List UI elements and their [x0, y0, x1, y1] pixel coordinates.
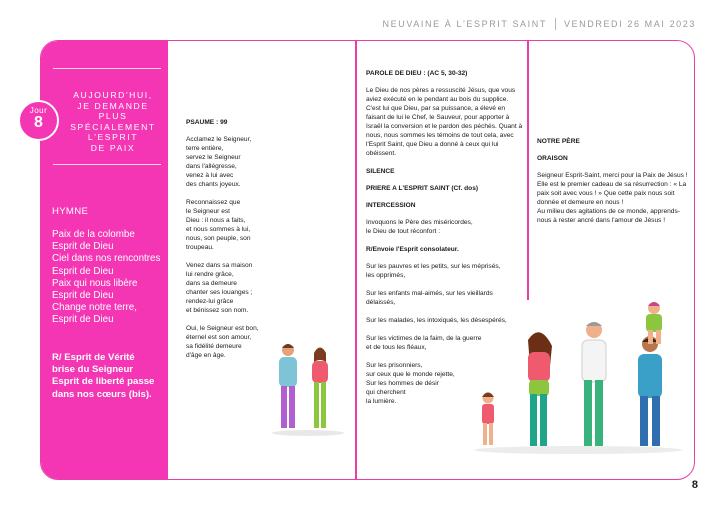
- intercession-response: R/Envoie l'Esprit consolateur.: [366, 246, 459, 253]
- intention-line: DE PAIX: [90, 142, 136, 153]
- day-badge: [18, 100, 59, 141]
- day-intention: [63, 90, 163, 153]
- intercession-item: Sur les pauvres et les petits, sur les méprisés, les opprimés,: [366, 263, 501, 279]
- family-illustration: [470, 296, 685, 456]
- hymn-line: Paix de la colombe: [52, 229, 135, 240]
- header-date: VENDREDI 26 MAI 2023: [563, 19, 696, 29]
- intention-line: JE DEMANDE: [77, 100, 149, 111]
- header-separator: [555, 18, 556, 30]
- running-header: [383, 18, 696, 30]
- hymn-line: Esprit de Dieu: [52, 265, 114, 277]
- psalm-title: PSAUME : 99: [186, 119, 228, 126]
- psalm-stanza: Acclamez le Seigneur, terre entière, servez le Seigneur dans l'allégresse, venez à lui avec des chants joyeux.: [186, 136, 252, 188]
- refrain-line: dans nos cœurs (bis).: [52, 388, 152, 400]
- hymn-title: HYMNE: [52, 206, 89, 217]
- couple-illustration: [268, 338, 348, 438]
- reading-title: PAROLE DE DIEU : (AC 5, 30-32): [366, 70, 468, 77]
- psalm-column: [186, 118, 276, 369]
- oraison-column: [537, 137, 692, 234]
- page-number: 8: [691, 479, 698, 491]
- intercession-item: Sur les malades, les intoxiqués, les désespérés,: [366, 317, 507, 324]
- header-title: NEUVAINE À L'ESPRIT SAINT: [382, 19, 547, 29]
- hymn-line: Paix qui nous libère: [52, 277, 138, 289]
- intention-line: PLUS: [98, 111, 128, 121]
- psalm-stanza: Oui, le Seigneur est bon, éternel est son amour, sa fidélité demeure d'âge en âge.: [186, 325, 259, 359]
- intercession-item: Sur les enfants mal-aimés, sur les vieillards délaissés,: [366, 290, 493, 306]
- sidebar-rule-bottom: [53, 164, 161, 165]
- day-badge-label: Jour: [29, 106, 48, 115]
- intercession-intro: Invoquons le Père des miséricordes, le Dieu de tout réconfort :: [366, 219, 473, 235]
- hymn-lyrics: [52, 229, 160, 327]
- refrain-line: Esprit de liberté passe: [52, 376, 155, 388]
- intercession-item: Sur les prisonniers, sur ceux que le monde rejette, Sur les hommes de désir qui cherchent la lumière.: [366, 362, 455, 405]
- column-divider: [355, 40, 357, 480]
- oraison-heading: ORAISON: [537, 155, 568, 162]
- silence-heading: SILENCE: [366, 168, 395, 175]
- prayer-heading: PRIERE A L'ESPRIT SAINT (Cf. dos): [366, 185, 479, 192]
- intention-line: SPÉCIALEMENT: [70, 121, 156, 132]
- psalm-stanza: Venez dans sa maison lui rendre grâce, dans sa demeure chanter ses louanges ; rendez-lui grâce et bénissez son nom.: [186, 262, 253, 314]
- hymn-refrain: [52, 352, 154, 401]
- intention-line: AUJOURD'HUI,: [73, 90, 153, 100]
- reading-text: Le Dieu de nos pères a ressuscité Jésus, que vous aviez exécuté en le pendant au bois du supplice. C'est lui que Dieu, par sa puissance, a élevé en faisant de lui le Chef, le Sauveur, pour apporter à Israël la conversion et le pardon des péchés. Quant à nous, nous sommes les témoins de tout cela, avec l'Esprit Saint, que Dieu a donné à ceux qui lui obéissent.: [366, 87, 523, 157]
- sidebar-rule-top: [53, 68, 161, 69]
- oraison-text: Seigneur Esprit-Saint, merci pour la Paix de Jésus ! Elle est le premier cadeau de sa résurrection : « La paix soit avec vous ! » Que cette paix nous soit donnée et demeure en nous ! Au milieu des agitations de ce monde, apprends-nous à rester ancré dans l'amour de Jésus !: [537, 172, 688, 224]
- hymn-line: Esprit de Dieu: [52, 314, 114, 326]
- column-divider: [527, 40, 529, 300]
- refrain-line: R/ Esprit de Vérité: [52, 352, 135, 363]
- intercession-heading: INTERCESSION: [366, 202, 416, 209]
- intercession-item: Sur les victimes de la faim, de la guerre et de tous les fléaux,: [366, 335, 482, 351]
- our-father-heading: NOTRE PÈRE: [537, 138, 580, 145]
- refrain-line: brise du Seigneur: [52, 364, 134, 376]
- sidebar: [41, 41, 168, 479]
- hymn-line: Esprit de Dieu: [52, 241, 114, 253]
- hymn-line: Ciel dans nos rencontres: [52, 253, 161, 265]
- psalm-stanza: Reconnaissez que le Seigneur est Dieu : il nous a faits, et nous sommes à lui, nous, son peuple, son troupeau.: [186, 199, 251, 251]
- hymn-line: Change notre terre,: [52, 302, 137, 314]
- hymn-line: Esprit de Dieu: [52, 290, 114, 302]
- day-badge-number: 8: [34, 114, 43, 131]
- intention-line: L'ESPRIT: [87, 132, 139, 142]
